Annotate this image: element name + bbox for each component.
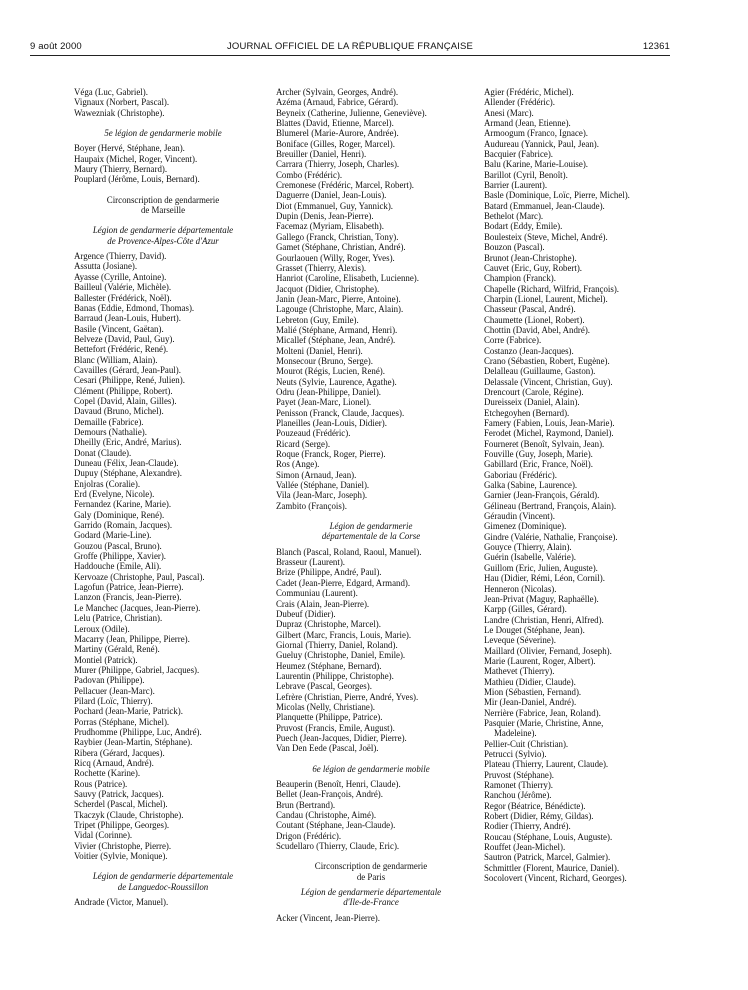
spacer xyxy=(74,861,264,871)
list-item: Gilbert (Marc, Francis, Louis, Marie). xyxy=(276,629,412,640)
list-item: Fernandez (Karine, Marie). xyxy=(74,499,172,510)
list-item: Charpin (Lionel, Laurent, Michel). xyxy=(484,293,608,304)
list-item: Barraud (Jean-Louis, Hubert). xyxy=(74,313,181,324)
section-heading: Légion de gendarmerie départementale xyxy=(300,887,442,898)
list-item: Argence (Thierry, David). xyxy=(74,251,167,262)
list-item: Mathevet (Thierry). xyxy=(484,666,555,677)
list-item: Godard (Marie-Line). xyxy=(74,530,152,541)
list-item: Bailleul (Valérie, Michèle). xyxy=(74,282,172,293)
list-item: Candau (Christophe, Aimé). xyxy=(276,810,377,821)
list-item: Gallego (Franck, Christian, Tony). xyxy=(276,231,399,242)
list-item: Gaboriau (Frédéric). xyxy=(484,469,557,480)
spacer xyxy=(74,185,264,195)
list-item: Duneau (Félix, Jean-Claude). xyxy=(74,458,179,468)
list-item: Demaille (Fabrice). xyxy=(74,416,144,427)
list-item: Galka (Sabine, Laurence). xyxy=(484,480,578,491)
list-item: Odru (Jean-Philippe, Daniel). xyxy=(276,386,381,397)
name-list xyxy=(74,897,264,907)
list-item: Lebreton (Guy, Emile). xyxy=(276,314,359,325)
section-heading: Légion de gendarmerie départementale xyxy=(92,225,234,236)
list-item: Costanzo (Jean-Jacques). xyxy=(484,345,574,356)
list-item: Clément (Philippe, Robert). xyxy=(74,385,173,396)
spacer xyxy=(276,511,466,521)
list-item: Fouville (Guy, Joseph, Marie). xyxy=(484,449,593,460)
list-item: Giornal (Thierry, Daniel, Roland). xyxy=(276,639,398,650)
list-item: Garnier (Jean-François, Gérald). xyxy=(484,490,600,501)
list-item: Pruvost (Stéphane). xyxy=(484,769,555,780)
list-item: Audureau (Yannick, Paul, Jean). xyxy=(484,138,599,149)
header-rule xyxy=(30,55,670,56)
list-item: Blattes (David, Etienne, Marcel). xyxy=(276,118,394,129)
spacer xyxy=(276,754,466,764)
list-item: Plateau (Thierry, Laurent, Claude). xyxy=(484,759,609,770)
column-1 xyxy=(74,87,264,907)
list-item: Daguerre (Daniel, Jean-Louis). xyxy=(276,190,387,201)
section-heading: de Provence-Alpes-Côte d'Azur xyxy=(107,235,219,246)
list-item: Pruvost (Francis, Emile, August). xyxy=(276,722,395,733)
list-item: Haddouche (Emile, Ali). xyxy=(74,561,162,572)
list-item: Leroux (Odile). xyxy=(74,623,130,634)
list-item: Tkaczyk (Claude, Christophe). xyxy=(74,809,184,820)
list-item: Scudellaro (Thierry, Claude, Eric). xyxy=(276,841,400,852)
list-item: Regor (Béatrice, Bénédicte). xyxy=(484,800,586,811)
list-item: Cavailles (Gérard, Jean-Paul). xyxy=(74,364,181,375)
list-item: Gouzou (Pascal, Bruno). xyxy=(74,540,162,551)
list-item: Boulesteix (Steve, Michel, André). xyxy=(484,231,608,242)
list-item: Voitier (Sylvie, Monique). xyxy=(74,851,168,862)
list-item: Montiel (Patrick). xyxy=(74,654,138,665)
header-date: 9 août 2000 xyxy=(30,41,82,52)
list-item: Agier (Frédéric, Michel). xyxy=(484,87,574,97)
list-item: Bacquier (Fabrice). xyxy=(484,149,553,160)
list-item: Schmittler (Florent, Maurice, Daniel). xyxy=(484,862,620,873)
name-list xyxy=(276,913,466,923)
list-item: Famery (Fabien, Louis, Jean-Marie). xyxy=(484,418,615,428)
column-2 xyxy=(276,87,466,923)
list-item: Drencourt (Carole, Régine). xyxy=(484,386,584,397)
list-item: Gueluy (Christophe, Daniel, Emile). xyxy=(276,650,406,661)
list-item: Micallef (Stéphane, Jean, André). xyxy=(276,335,396,346)
list-item: Cremonese (Frédéric, Marcel, Robert). xyxy=(276,180,415,191)
list-item: Vidal (Corinne). xyxy=(74,830,133,841)
list-item: Le Manchec (Jacques, Jean-Pierre). xyxy=(74,602,201,613)
list-item: Lebrave (Pascal, Georges). xyxy=(276,681,372,692)
list-item: Gouyce (Thierry, Alain). xyxy=(484,542,572,553)
list-item: Cadet (Jean-Pierre, Edgard, Armand). xyxy=(276,577,411,588)
list-item: Blanc (William, Alain). xyxy=(74,354,158,365)
list-item: Kervoaze (Christophe, Paul, Pascal). xyxy=(74,571,205,582)
section-heading: Circonscription de gendarmerie xyxy=(314,861,428,872)
list-item: Brunot (Jean-Christophe). xyxy=(484,252,577,263)
list-item: Ribera (Gérard, Jacques). xyxy=(74,747,165,758)
list-item: Batard (Emmanuel, Jean-Claude). xyxy=(484,200,605,211)
list-item: Boniface (Gilles, Roger, Marcel). xyxy=(276,138,395,149)
list-item: Acker (Vincent, Jean-Pierre). xyxy=(276,912,380,923)
list-item: Gimenez (Dominique). xyxy=(484,521,567,532)
list-item: Haupaix (Michel, Roger, Vincent). xyxy=(74,153,198,164)
list-item: Planquette (Philippe, Patrice). xyxy=(276,712,383,723)
list-item: Mion (Sébastien, Fernand). xyxy=(484,686,582,697)
list-item: Blumerel (Marie-Aurore, Andrée). xyxy=(276,128,399,139)
list-item: Beyneix (Catherine, Julienne, Geneviève). xyxy=(276,107,427,118)
list-item: Mir (Jean-Daniel, André). xyxy=(484,697,577,708)
list-item: Delassale (Vincent, Christian, Guy). xyxy=(484,376,613,387)
list-item: Brize (Philippe, André, Paul). xyxy=(276,567,382,578)
list-item: Champion (Franck). xyxy=(484,273,556,284)
list-item: Corre (Fabrice). xyxy=(484,335,542,346)
list-item: Dupraz (Christophe, Marcel). xyxy=(276,619,381,630)
list-item: Garrido (Romain, Jacques). xyxy=(74,520,173,531)
list-item: Robert (Didier, Rémy, Gildas). xyxy=(484,811,594,822)
list-item: Galy (Dominique, René). xyxy=(74,509,165,520)
list-item: Lagofun (Patrice, Jean-Pierre). xyxy=(74,582,184,593)
list-item: Roque (Franck, Roger, Pierre). xyxy=(276,449,386,460)
name-list xyxy=(276,87,466,511)
section-heading: de Marseille xyxy=(140,205,186,216)
list-item: Bouzon (Pascal). xyxy=(484,242,545,253)
list-item: Marie (Laurent, Roger, Albert). xyxy=(484,655,596,666)
list-item: Guérin (Isabelle, Valérie). xyxy=(484,552,576,563)
list-item: Madeleine). xyxy=(494,728,537,739)
list-item: Murer (Philippe, Gabriel, Jacques). xyxy=(74,664,200,675)
list-item: Heumez (Stéphane, Bernard). xyxy=(276,660,382,671)
list-item: Pellier-Cuit (Christian). xyxy=(484,738,569,749)
column-3 xyxy=(484,87,674,883)
name-list xyxy=(484,87,674,883)
list-item: Drigon (Frédéric). xyxy=(276,830,342,841)
list-item: Beauperin (Benoît, Henri, Claude). xyxy=(276,779,401,789)
list-item: Demours (Nathalie). xyxy=(74,426,147,437)
list-item: Brasseur (Laurent). xyxy=(276,557,345,568)
list-item: Scherdel (Pascal, Michel). xyxy=(74,799,168,810)
list-item: Pasquier (Marie, Christine, Anne, xyxy=(484,717,604,728)
list-item: Basile (Vincent, Gaëtan). xyxy=(74,323,164,334)
list-item: Armand (Jean, Etienne). xyxy=(484,118,571,129)
name-list xyxy=(276,547,466,754)
list-item: Facemaz (Myriam, Elisabeth). xyxy=(276,221,384,232)
list-item: Chaumette (Lionel, Robert). xyxy=(484,314,585,325)
section-heading: de Languedoc-Roussillon xyxy=(117,881,209,892)
list-item: Pilard (Loïc, Thierry). xyxy=(74,695,153,706)
list-item: Gindre (Valérie, Nathalie, Françoise). xyxy=(484,531,618,542)
header-page-number: 12361 xyxy=(642,41,670,52)
list-item: Wawezniak (Christophe). xyxy=(74,107,165,118)
list-item: Micolas (Nelly, Christiane). xyxy=(276,701,375,712)
section-heading: Légion de gendarmerie départementale xyxy=(92,871,234,882)
page-header xyxy=(30,40,670,54)
list-item: Karpp (Gilles, Gérard). xyxy=(484,604,567,615)
section-heading: de Paris xyxy=(356,871,386,882)
section-heading: 6e légion de gendarmerie mobile xyxy=(312,763,430,774)
list-item: Balu (Karine, Marie-Louise). xyxy=(484,159,588,170)
list-item: Rodier (Thierry, André). xyxy=(484,821,571,832)
list-item: Prudhomme (Philippe, Luc, André). xyxy=(74,726,202,737)
list-item: Van Den Eede (Pascal, Joël). xyxy=(276,743,379,754)
list-item: Pouzeaud (Frédéric). xyxy=(276,428,351,439)
list-item: Padovan (Philippe). xyxy=(74,675,145,686)
list-item: Ricard (Serge). xyxy=(276,438,331,449)
list-item: Henneron (Nicolas). xyxy=(484,583,557,594)
list-item: Jacquot (Didier, Christophe). xyxy=(276,283,380,294)
list-item: Laurentin (Philippe, Christophe). xyxy=(276,670,394,681)
list-item: Gamet (Stéphane, Christian, André). xyxy=(276,242,406,253)
list-item: Ramonet (Thierry). xyxy=(484,780,554,791)
list-item: Puech (Jean-Jacques, Didier, Pierre). xyxy=(276,732,407,743)
list-item: Copel (David, Alain, Gilles). xyxy=(74,395,177,406)
list-item: Landre (Christian, Henri, Alfred). xyxy=(484,614,604,625)
list-item: Lefrère (Christian, Pierre, André, Yves). xyxy=(276,691,419,702)
list-item: Grasset (Thierry, Alexis). xyxy=(276,262,367,273)
list-item: Bellet (Jean-François, André). xyxy=(276,789,383,800)
list-item: Banas (Eddie, Edmond, Thomas). xyxy=(74,302,195,313)
list-item: Géraudin (Vincent). xyxy=(484,511,555,522)
list-item: Crano (Sébastien, Robert, Eugène). xyxy=(484,355,610,366)
list-item: Socolovert (Vincent, Richard, Georges). xyxy=(484,873,627,884)
list-item: Brun (Bertrand). xyxy=(276,799,336,810)
list-item: Rochette (Karine). xyxy=(74,768,141,779)
list-item: Véga (Luc, Gabriel). xyxy=(74,87,148,97)
list-item: Janin (Jean-Marc, Pierre, Antoine). xyxy=(276,293,401,304)
list-item: Chasseur (Pascal, André). xyxy=(484,304,576,315)
list-item: Zambito (François). xyxy=(276,500,347,511)
list-item: Diot (Emmanuel, Guy, Yannick). xyxy=(276,200,394,211)
list-item: Rouffet (Jean-Michel). xyxy=(484,842,566,853)
section-heading: d'Ile-de-France xyxy=(343,897,399,908)
list-item: Erd (Evelyne, Nicole). xyxy=(74,489,155,500)
list-item: Vignaux (Norbert, Pascal). xyxy=(74,97,170,108)
list-item: Mourot (Régis, Lucien, René). xyxy=(276,366,385,377)
list-item: Davaud (Bruno, Michel). xyxy=(74,406,164,417)
name-list xyxy=(74,251,264,861)
header-title: JOURNAL OFFICIEL DE LA RÉPUBLIQUE FRANÇAISE xyxy=(227,41,473,52)
list-item: Vivier (Christophe, Pierre). xyxy=(74,840,172,851)
list-item: Gabillard (Eric, France, Noël). xyxy=(484,459,593,470)
list-item: Dureisseix (Daniel, Alain). xyxy=(484,397,580,408)
list-item: Bethelot (Marc). xyxy=(484,211,544,222)
section-heading: 5e légion de gendarmerie mobile xyxy=(104,128,222,139)
list-item: Andrade (Victor, Manuel). xyxy=(74,897,169,908)
list-item: Dupin (Denis, Jean-Pierre). xyxy=(276,211,374,222)
name-list xyxy=(276,779,466,851)
list-item: Cesari (Philippe, René, Julien). xyxy=(74,375,185,386)
list-item: Hau (Didier, Rémi, Léon, Cornil). xyxy=(484,573,605,584)
list-item: Assutta (Josiane). xyxy=(74,261,138,272)
list-item: Bettefort (Frédéric, René). xyxy=(74,344,169,355)
list-item: Leveque (Séverine). xyxy=(484,635,556,646)
list-item: Guillom (Eric, Julien, Auguste). xyxy=(484,562,598,573)
list-item: Tripet (Philippe, Georges). xyxy=(74,820,170,831)
list-item: Hanriot (Caroline, Elisabeth, Lucienne). xyxy=(276,273,419,284)
list-item: Barillot (Cyril, Benoît). xyxy=(484,169,568,180)
list-item: Blanch (Pascal, Roland, Raoul, Manuel). xyxy=(276,546,422,557)
list-item: Breuiller (Daniel, Henri). xyxy=(276,149,367,160)
list-item: Le Douget (Stéphane, Jean). xyxy=(484,624,585,635)
list-item: Lagouge (Christophe, Marc, Alain). xyxy=(276,304,404,315)
list-item: Boyer (Hervé, Stéphane, Jean). xyxy=(74,143,185,154)
spacer xyxy=(74,215,264,225)
list-item: Coutant (Stéphane, Jean-Claude). xyxy=(276,820,396,831)
list-item: Delalleau (Guillaume, Gaston). xyxy=(484,366,596,377)
list-item: Monsecour (Bruno, Serge). xyxy=(276,355,373,366)
section-heading: départementale de la Corse xyxy=(321,531,421,542)
list-item: Dubeuf (Didier). xyxy=(276,608,336,619)
list-item: Ayasse (Cyrille, Antoine). xyxy=(74,271,167,282)
list-item: Sautron (Patrick, Marcel, Galmier). xyxy=(484,852,611,863)
list-item: Etchegoyhen (Bernard). xyxy=(484,407,570,418)
section-heading: Circonscription de gendarmerie xyxy=(106,194,220,205)
list-item: Malié (Stéphane, Armand, Henri). xyxy=(276,324,398,335)
list-item: Raybier (Jean-Martin, Stéphane). xyxy=(74,737,193,748)
list-item: Mathieu (Didier, Claude). xyxy=(484,676,576,687)
list-item: Groffe (Philippe, Xavier). xyxy=(74,551,167,562)
list-item: Payet (Jean-Marc, Lionel). xyxy=(276,397,372,408)
list-item: Maury (Thierry, Bernard). xyxy=(74,164,168,175)
list-item: Ros (Ange). xyxy=(276,459,320,470)
list-item: Combo (Frédéric). xyxy=(276,169,343,180)
list-item: Ricq (Arnaud, André). xyxy=(74,757,154,768)
list-item: Lanzon (Francis, Jean-Pierre). xyxy=(74,592,182,603)
list-item: Pochard (Jean-Marie, Patrick). xyxy=(74,706,183,717)
list-item: Barrier (Laurent). xyxy=(484,180,548,191)
list-item: Penisson (Franck, Claude, Jacques). xyxy=(276,407,405,418)
list-item: Sauvy (Patrick, Jacques). xyxy=(74,789,164,799)
name-list xyxy=(74,87,264,118)
list-item: Allender (Frédéric). xyxy=(484,97,555,108)
list-item: Archer (Sylvain, Georges, André). xyxy=(276,87,399,97)
list-item: Bodart (Eddy, Emile). xyxy=(484,221,563,232)
list-item: Pouplard (Jérôme, Louis, Bernard). xyxy=(74,174,200,185)
list-item: Ranchou (Jérôme). xyxy=(484,790,552,801)
list-item: Enjolras (Coralie). xyxy=(74,478,141,489)
list-item: Macarry (Jean, Philippe, Pierre). xyxy=(74,633,190,644)
list-item: Pellacuer (Jean-Marc). xyxy=(74,685,155,696)
list-item: Dheilly (Eric, André, Marius). xyxy=(74,437,182,448)
list-item: Neuts (Sylvie, Laurence, Agathe). xyxy=(276,376,397,387)
list-item: Carrara (Thierry, Joseph, Charles). xyxy=(276,159,400,170)
list-item: Armoogum (Franco, Ignace). xyxy=(484,128,588,139)
list-item: Anesi (Marc). xyxy=(484,107,534,118)
list-item: Simon (Arnaud, Jean). xyxy=(276,469,357,480)
list-item: Donat (Claude). xyxy=(74,447,132,458)
list-item: Ferodet (Michel, Raymond, Daniel). xyxy=(484,428,614,439)
list-item: Chottin (David, Abel, André). xyxy=(484,324,590,335)
section-heading: Légion de gendarmerie xyxy=(329,521,413,532)
list-item: Vallée (Stéphane, Daniel). xyxy=(276,480,370,491)
list-item: Azéma (Arnaud, Fabrice, Gérard). xyxy=(276,97,399,108)
list-item: Ballester (Frédérick, Noël). xyxy=(74,292,172,303)
list-item: Fourneret (Benoît, Sylvain, Jean). xyxy=(484,438,605,449)
spacer xyxy=(276,851,466,861)
list-item: Petrucci (Sylvio). xyxy=(484,749,547,759)
list-item: Communiau (Laurent). xyxy=(276,588,358,599)
name-list xyxy=(74,143,264,184)
list-item: Cauvet (Eric, Guy, Robert). xyxy=(484,262,583,273)
list-item: Belveze (David, Paul, Guy). xyxy=(74,333,175,344)
list-item: Jean-Privat (Maguy, Raphaëlle). xyxy=(484,593,599,604)
list-item: Gélineau (Bertrand, François, Alain). xyxy=(484,500,617,511)
list-item: Maillard (Olivier, Fernand, Joseph). xyxy=(484,645,612,656)
list-item: Planeilles (Jean-Louis, Didier). xyxy=(276,418,387,428)
list-item: Crais (Alain, Jean-Pierre). xyxy=(276,598,370,609)
list-item: Lelu (Patrice, Christian). xyxy=(74,613,163,624)
list-item: Basle (Dominique, Loïc, Pierre, Michel). xyxy=(484,190,630,201)
list-item: Porras (Stéphane, Michel). xyxy=(74,716,170,727)
list-item: Roucau (Stéphane, Louis, Auguste). xyxy=(484,831,613,842)
list-item: Nerrière (Fabrice, Jean, Roland). xyxy=(484,707,601,718)
list-item: Vila (Jean-Marc, Joseph). xyxy=(276,490,368,501)
list-item: Gourlaouen (Willy, Roger, Yves). xyxy=(276,252,395,263)
list-item: Chapelle (Richard, Wilfrid, François). xyxy=(484,283,620,294)
spacer xyxy=(74,118,264,128)
list-item: Molteni (Daniel, Henri). xyxy=(276,345,363,356)
list-item: Rous (Patrice). xyxy=(74,778,128,789)
list-item: Dupuy (Stéphane, Alexandre). xyxy=(74,468,182,479)
list-item: Martiny (Gérald, René). xyxy=(74,644,160,655)
